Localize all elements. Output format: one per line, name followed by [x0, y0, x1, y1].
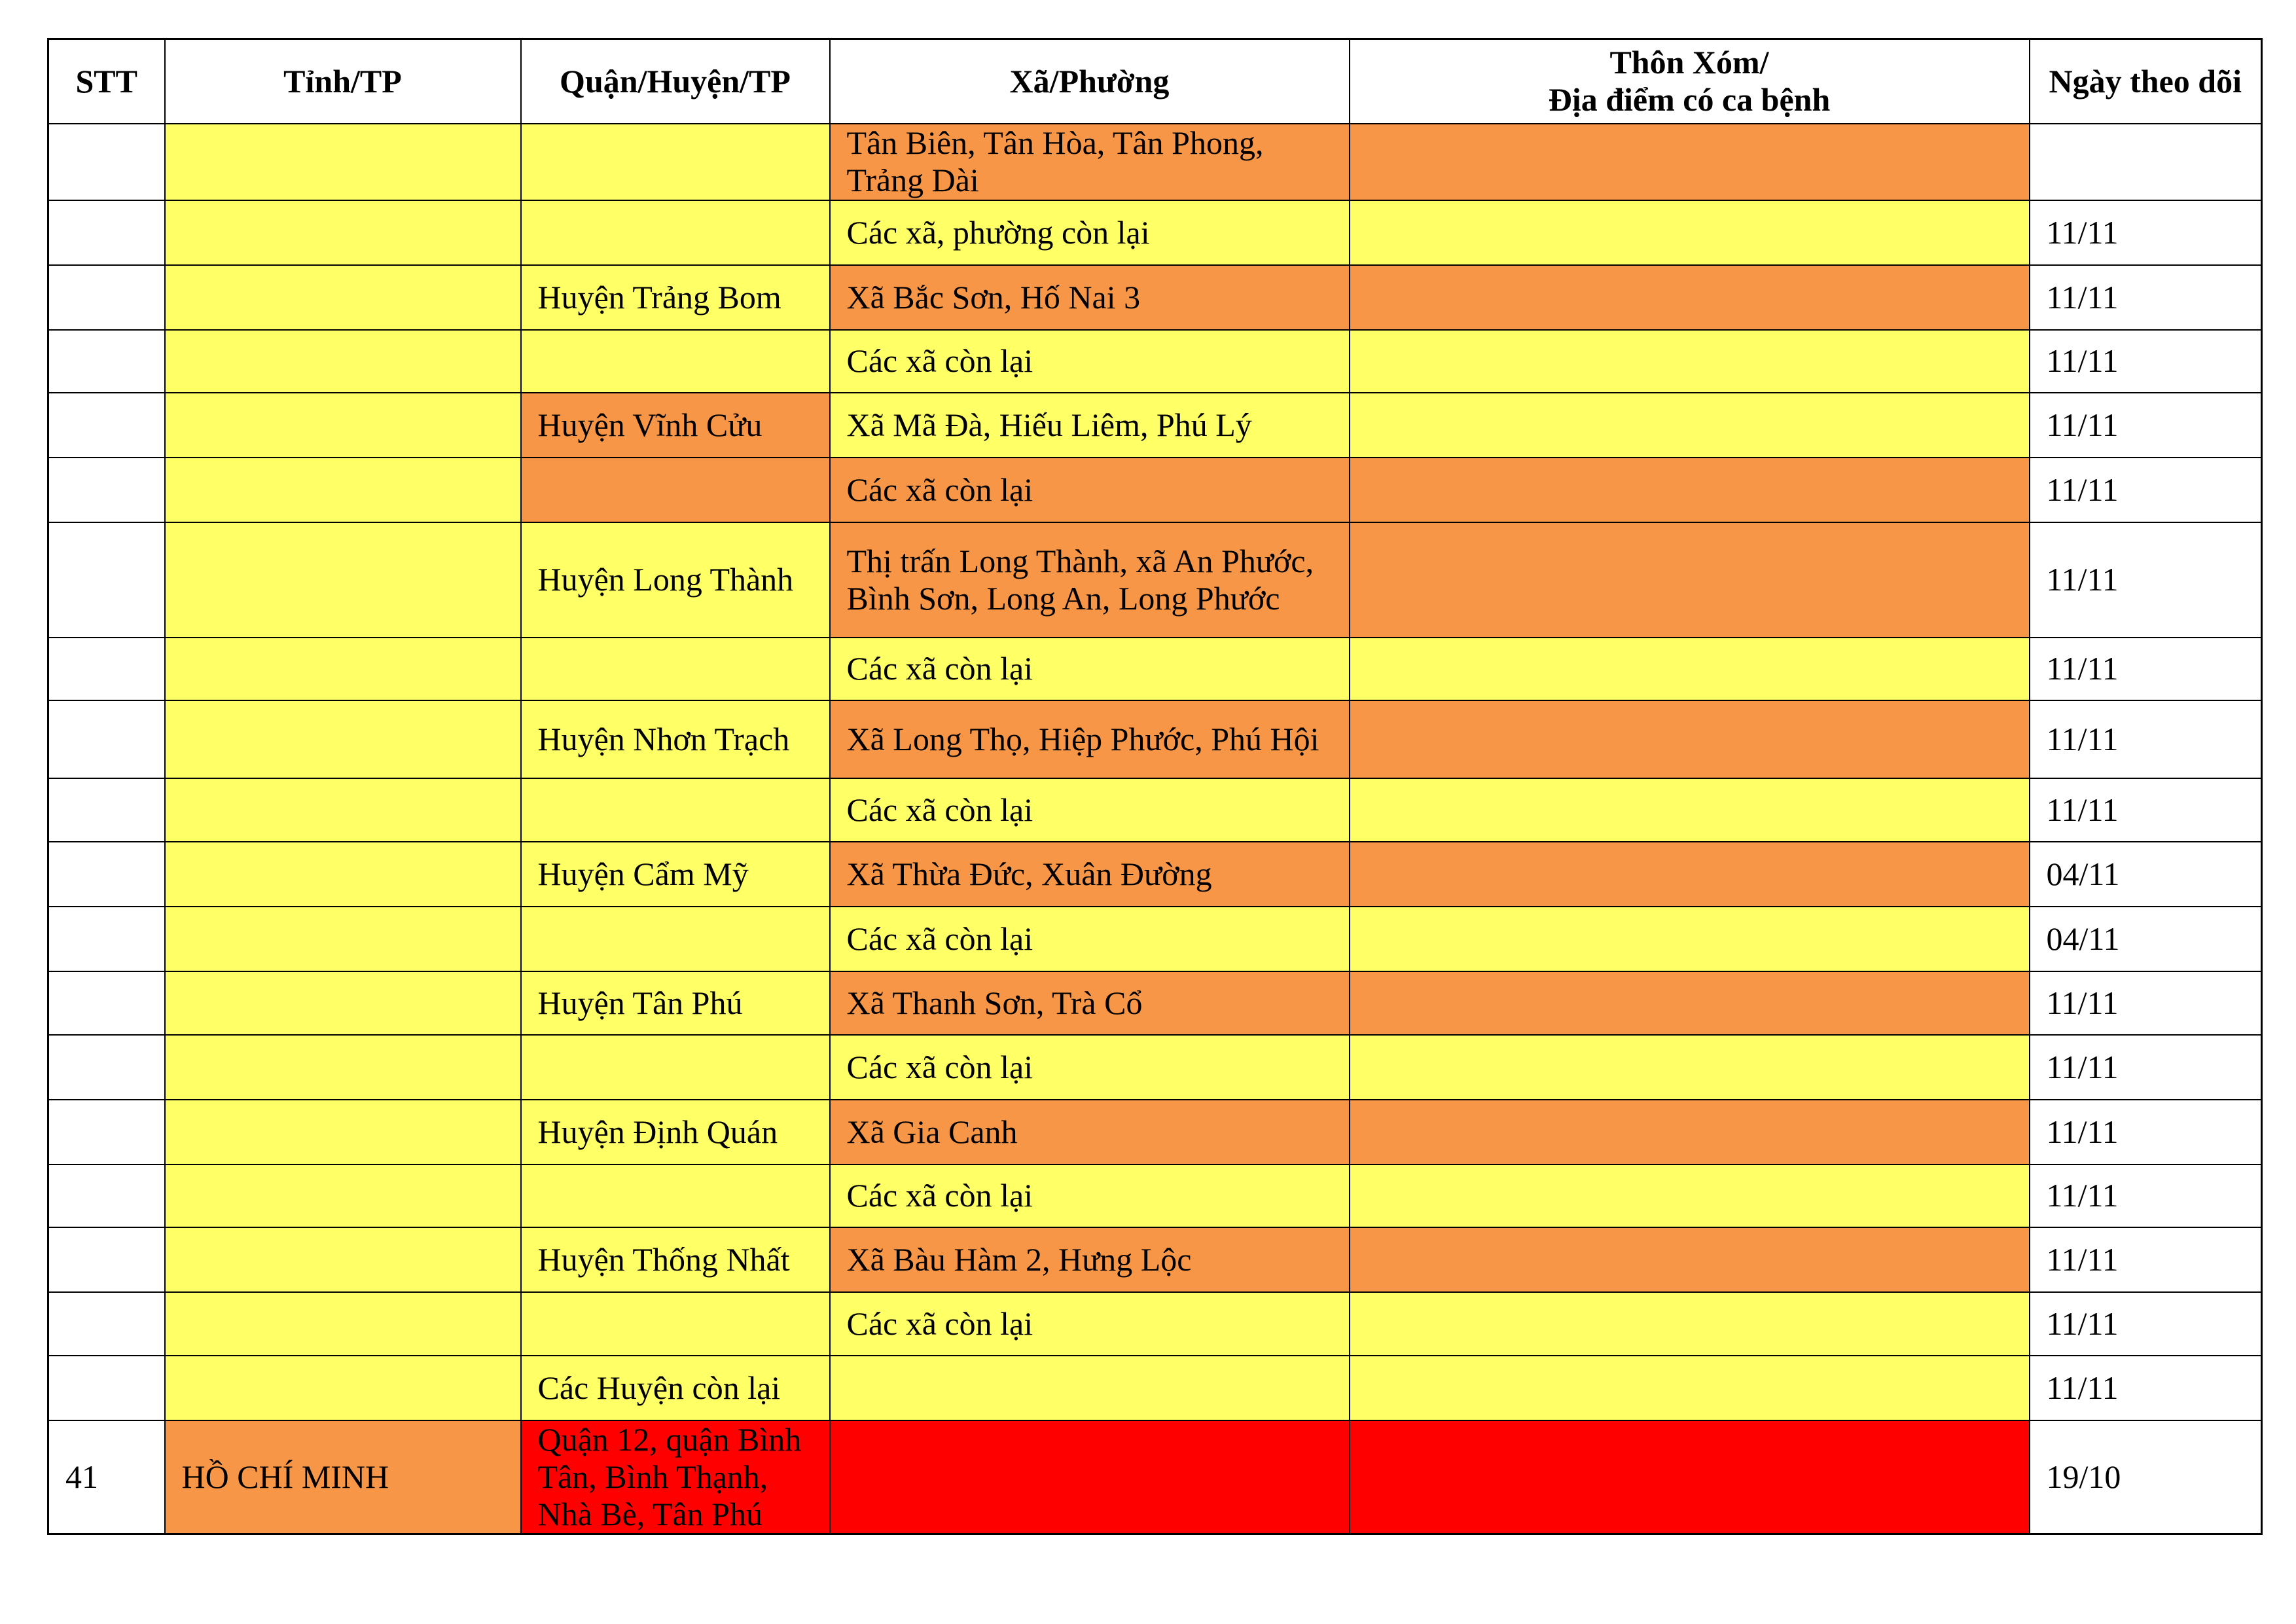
hamlet-cell: [1350, 124, 2030, 200]
hamlet-cell: [1350, 200, 2030, 265]
hamlet-cell: [1350, 1292, 2030, 1356]
table-body: [48, 124, 2262, 1534]
district-cell: Huyện Thống Nhất: [521, 1227, 830, 1292]
hamlet-cell: [1350, 265, 2030, 330]
stt-cell: [48, 1227, 165, 1292]
district-cell: Các Huyện còn lại: [521, 1356, 830, 1420]
hamlet-cell: [1350, 1100, 2030, 1164]
district-cell: [521, 1292, 830, 1356]
province-cell: [165, 638, 521, 700]
header-row: [48, 39, 2262, 124]
date-cell: 04/11: [2030, 842, 2262, 907]
commune-cell: Các xã còn lại: [830, 638, 1350, 700]
date-cell: 11/11: [2030, 1356, 2262, 1420]
table-row: [48, 1292, 2262, 1356]
header-hamlet: [1350, 39, 2030, 124]
stt-cell: [48, 971, 165, 1035]
province-cell: [165, 1100, 521, 1164]
stt-cell: [48, 700, 165, 778]
header-province: Tỉnh/TP: [165, 39, 521, 124]
stt-cell: [48, 907, 165, 971]
district-cell: [521, 1164, 830, 1227]
date-cell: 11/11: [2030, 393, 2262, 458]
date-cell: 04/11: [2030, 907, 2262, 971]
date-cell: 11/11: [2030, 638, 2262, 700]
province-cell: [165, 842, 521, 907]
date-cell: 11/11: [2030, 522, 2262, 638]
province-cell: [165, 124, 521, 200]
table-row: [48, 778, 2262, 842]
district-cell: Quận 12, quận Bình Tân, Bình Thạnh, Nhà Bè, Tân Phú: [521, 1420, 830, 1534]
district-cell: Huyện Định Quán: [521, 1100, 830, 1164]
header-district: Quận/Huyện/TP: [521, 39, 830, 124]
monitoring-table: [47, 38, 2263, 1535]
hamlet-cell: [1350, 458, 2030, 522]
commune-cell: Các xã còn lại: [830, 778, 1350, 842]
commune-cell: [830, 1420, 1350, 1534]
province-cell: [165, 971, 521, 1035]
table-row: [48, 1100, 2262, 1164]
table-row: [48, 700, 2262, 778]
stt-cell: [48, 1035, 165, 1100]
hamlet-cell: [1350, 971, 2030, 1035]
stt-cell: [48, 842, 165, 907]
district-cell: [521, 1035, 830, 1100]
district-cell: [521, 638, 830, 700]
date-cell: [2030, 124, 2262, 200]
district-cell: Huyện Long Thành: [521, 522, 830, 638]
stt-cell: [48, 330, 165, 393]
commune-cell: Các xã còn lại: [830, 1164, 1350, 1227]
hamlet-cell: [1350, 638, 2030, 700]
commune-cell: Các xã còn lại: [830, 1035, 1350, 1100]
hamlet-cell: [1350, 1227, 2030, 1292]
date-cell: 11/11: [2030, 458, 2262, 522]
table-row: [48, 1420, 2262, 1534]
table-row: [48, 265, 2262, 330]
commune-cell: Thị trấn Long Thành, xã An Phước, Bình Sơn, Long An, Long Phước: [830, 522, 1350, 638]
date-cell: 11/11: [2030, 1164, 2262, 1227]
table-row: [48, 1356, 2262, 1420]
stt-cell: [48, 1292, 165, 1356]
commune-cell: Xã Long Thọ, Hiệp Phước, Phú Hội: [830, 700, 1350, 778]
stt-cell: [48, 778, 165, 842]
date-cell: 11/11: [2030, 1100, 2262, 1164]
district-cell: [521, 200, 830, 265]
district-cell: [521, 330, 830, 393]
province-cell: [165, 1227, 521, 1292]
district-cell: [521, 458, 830, 522]
table-row: [48, 522, 2262, 638]
table-row: [48, 458, 2262, 522]
province-cell: [165, 330, 521, 393]
commune-cell: Các xã, phường còn lại: [830, 200, 1350, 265]
table-row: [48, 330, 2262, 393]
stt-cell: [48, 124, 165, 200]
header-commune: Xã/Phường: [830, 39, 1350, 124]
hamlet-cell: [1350, 393, 2030, 458]
header-hamlet-line2: Địa điểm có ca bệnh: [1548, 81, 1831, 118]
date-cell: 11/11: [2030, 1035, 2262, 1100]
stt-cell: [48, 1164, 165, 1227]
date-cell: 11/11: [2030, 330, 2262, 393]
stt-cell: [48, 458, 165, 522]
table-row: [48, 200, 2262, 265]
stt-cell: [48, 200, 165, 265]
commune-cell: Tân Biên, Tân Hòa, Tân Phong, Trảng Dài: [830, 124, 1350, 200]
table-header: [48, 39, 2262, 124]
stt-cell: [48, 1100, 165, 1164]
stt-cell: [48, 522, 165, 638]
table-row: [48, 1035, 2262, 1100]
hamlet-cell: [1350, 700, 2030, 778]
district-cell: Huyện Vĩnh Cửu: [521, 393, 830, 458]
province-cell: [165, 265, 521, 330]
province-cell: [165, 1164, 521, 1227]
date-cell: 11/11: [2030, 265, 2262, 330]
date-cell: 11/11: [2030, 1292, 2262, 1356]
hamlet-cell: [1350, 1420, 2030, 1534]
province-cell: [165, 1292, 521, 1356]
date-cell: 11/11: [2030, 971, 2262, 1035]
table-row: [48, 393, 2262, 458]
district-cell: [521, 124, 830, 200]
district-cell: [521, 778, 830, 842]
stt-cell: 41: [48, 1420, 165, 1534]
table-row: [48, 1227, 2262, 1292]
commune-cell: Xã Bắc Sơn, Hố Nai 3: [830, 265, 1350, 330]
province-cell: HỒ CHÍ MINH: [165, 1420, 521, 1534]
province-cell: [165, 700, 521, 778]
district-cell: [521, 907, 830, 971]
district-cell: Huyện Nhơn Trạch: [521, 700, 830, 778]
province-cell: [165, 393, 521, 458]
hamlet-cell: [1350, 907, 2030, 971]
date-cell: 11/11: [2030, 700, 2262, 778]
date-cell: 11/11: [2030, 1227, 2262, 1292]
commune-cell: Xã Mã Đà, Hiếu Liêm, Phú Lý: [830, 393, 1350, 458]
commune-cell: Xã Gia Canh: [830, 1100, 1350, 1164]
province-cell: [165, 907, 521, 971]
table-row: [48, 638, 2262, 700]
district-cell: Huyện Tân Phú: [521, 971, 830, 1035]
province-cell: [165, 1035, 521, 1100]
header-hamlet-line1: Thôn Xóm/: [1609, 44, 1769, 81]
province-cell: [165, 778, 521, 842]
district-cell: Huyện Trảng Bom: [521, 265, 830, 330]
district-cell: Huyện Cẩm Mỹ: [521, 842, 830, 907]
province-cell: [165, 522, 521, 638]
hamlet-cell: [1350, 1035, 2030, 1100]
commune-cell: Các xã còn lại: [830, 1292, 1350, 1356]
commune-cell: Xã Thanh Sơn, Trà Cổ: [830, 971, 1350, 1035]
commune-cell: Các xã còn lại: [830, 907, 1350, 971]
hamlet-cell: [1350, 1356, 2030, 1420]
commune-cell: [830, 1356, 1350, 1420]
date-cell: 19/10: [2030, 1420, 2262, 1534]
table-row: [48, 842, 2262, 907]
hamlet-cell: [1350, 330, 2030, 393]
table-row: [48, 907, 2262, 971]
table-row: [48, 124, 2262, 200]
hamlet-cell: [1350, 522, 2030, 638]
stt-cell: [48, 638, 165, 700]
date-cell: 11/11: [2030, 778, 2262, 842]
commune-cell: Xã Bàu Hàm 2, Hưng Lộc: [830, 1227, 1350, 1292]
header-stt: STT: [48, 39, 165, 124]
commune-cell: Các xã còn lại: [830, 458, 1350, 522]
stt-cell: [48, 265, 165, 330]
header-date: Ngày theo dõi: [2030, 39, 2262, 124]
table-row: [48, 1164, 2262, 1227]
stt-cell: [48, 1356, 165, 1420]
stt-cell: [48, 393, 165, 458]
hamlet-cell: [1350, 1164, 2030, 1227]
province-cell: [165, 458, 521, 522]
hamlet-cell: [1350, 778, 2030, 842]
commune-cell: Xã Thừa Đức, Xuân Đường: [830, 842, 1350, 907]
province-cell: [165, 200, 521, 265]
province-cell: [165, 1356, 521, 1420]
commune-cell: Các xã còn lại: [830, 330, 1350, 393]
hamlet-cell: [1350, 842, 2030, 907]
date-cell: 11/11: [2030, 200, 2262, 265]
table-row: [48, 971, 2262, 1035]
